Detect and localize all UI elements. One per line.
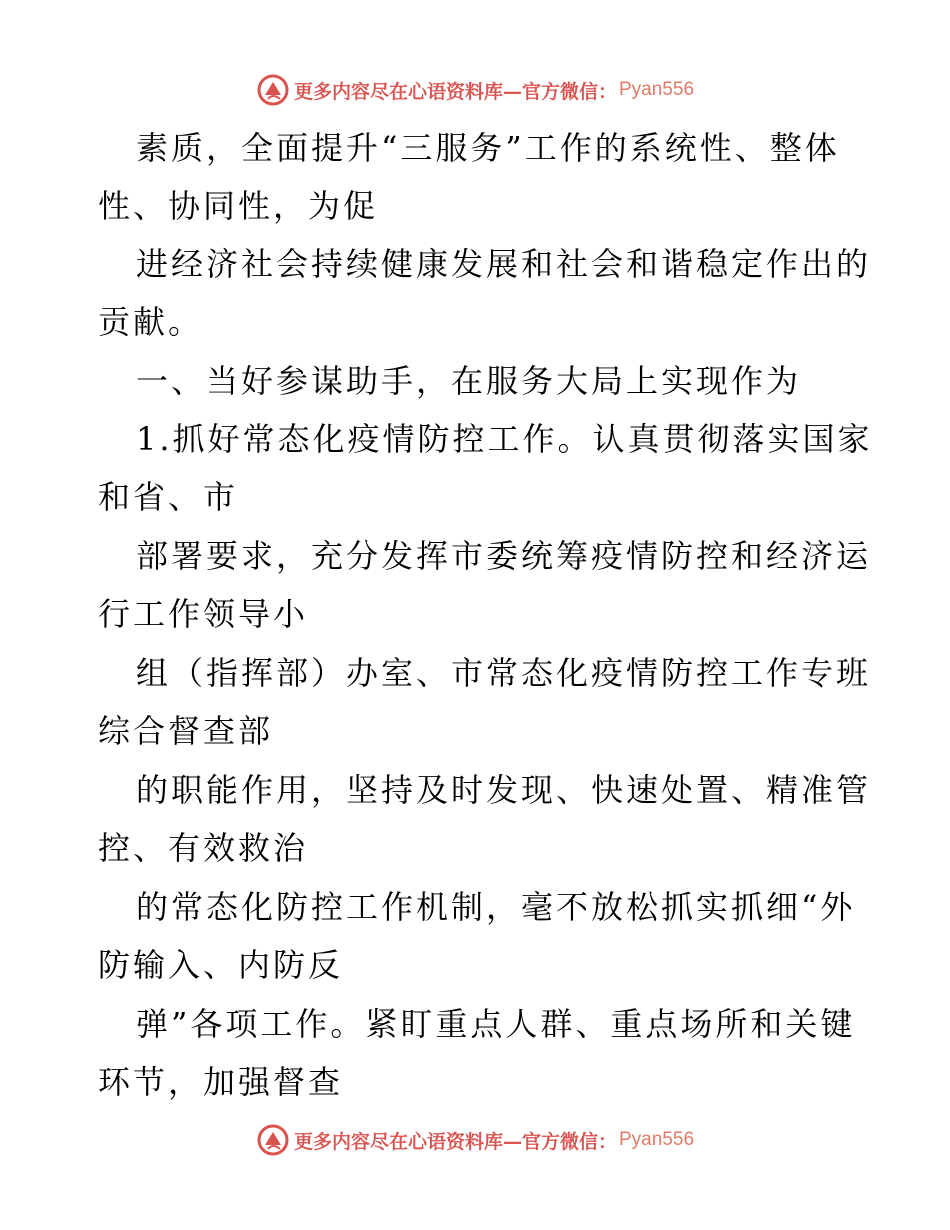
watermark-text: 更多内容尽在心语资料库—官方微信： bbox=[293, 1130, 617, 1153]
watermark-text: 更多内容尽在心语资料库—官方微信： bbox=[293, 80, 617, 103]
body-line: 部署要求，充分发挥市委统筹疫情防控和经济运 bbox=[136, 537, 872, 575]
footer-watermark bbox=[0, 1120, 950, 1160]
watermark-id: Pyan556 bbox=[619, 1129, 695, 1150]
watermark-id: Pyan556 bbox=[619, 79, 695, 100]
body-line: 控、有效救治 bbox=[98, 829, 309, 867]
body-line: 素质，全面提升“三服务”工作的系统性、整体 bbox=[136, 129, 840, 167]
body-line: 环节，加强督查 bbox=[98, 1063, 344, 1101]
body-line: 防输入、内防反 bbox=[98, 946, 344, 984]
body-line: 综合督查部 bbox=[98, 712, 274, 750]
body-line: 贡献。 bbox=[98, 303, 204, 341]
body-line: 和省、市 bbox=[98, 478, 239, 516]
body-line: 的常态化防控工作机制，毫不放松抓实抓细“外 bbox=[136, 888, 856, 926]
body-line: 1.抓好常态化疫情防控工作。认真贯彻落实国家 bbox=[136, 420, 873, 458]
body-line: 的职能作用，坚持及时发现、快速处置、精准管 bbox=[136, 771, 872, 809]
brand-logo-icon bbox=[256, 1123, 290, 1157]
body-line: 性、协同性，为促 bbox=[98, 187, 379, 225]
body-line: 一、当好参谋助手，在服务大局上实现作为 bbox=[136, 362, 802, 400]
body-line: 进经济社会持续健康发展和社会和谐稳定作出的 bbox=[136, 245, 872, 283]
body-line: 弹”各项工作。紧盯重点人群、重点场所和关键 bbox=[136, 1005, 856, 1043]
body-line: 组（指挥部）办室、市常态化疫情防控工作专班 bbox=[136, 654, 872, 692]
body-line: 行工作领导小 bbox=[98, 595, 309, 633]
